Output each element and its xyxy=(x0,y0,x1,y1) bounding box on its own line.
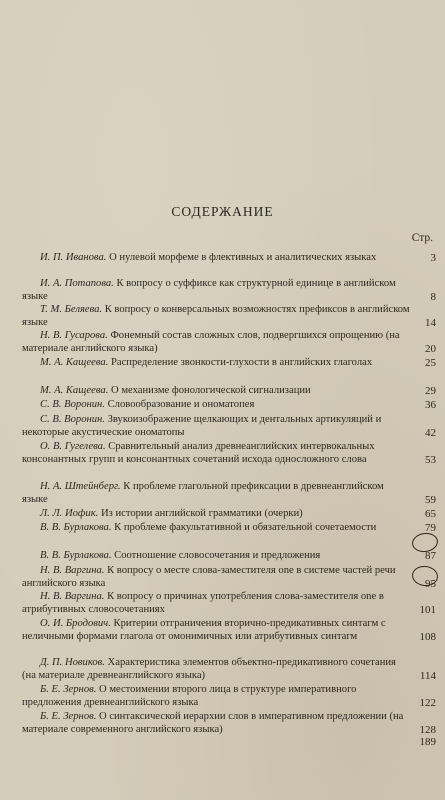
toc-author: Д. П. Новиков. xyxy=(40,657,105,668)
toc-author: О. В. Гугелева. xyxy=(40,441,106,452)
toc-author: Л. Л. Иофик. xyxy=(40,508,99,519)
toc-entry xyxy=(22,657,436,682)
toc-title: Соотношение словосочетания и предложения xyxy=(114,550,321,561)
page-title: СОДЕРЖАНИЕ xyxy=(171,204,274,219)
toc-author: Н. В. Варгина. xyxy=(40,565,105,576)
toc-page: 8 xyxy=(430,290,436,303)
toc-page: 79 xyxy=(425,522,436,534)
toc-title: К вопросу о причинах употребления слова-заместителя one в атрибутивных словосочетаниях xyxy=(22,591,384,615)
toc-title: Сравнительный анализ древнеанглийских интервокальных консонантных групп и консонантных сочетаний исхода односложного слова xyxy=(22,441,375,465)
toc-title: О синтаксической иерархии слов в императивном предложении (на материале современного английского языка) xyxy=(22,711,404,735)
toc-title: Фонемный состав сложных слов, подвергшихся опрощению (на материале английского языка) xyxy=(22,330,400,354)
toc-author: В. В. Бурлакова. xyxy=(40,550,112,561)
toc-page: 108 xyxy=(419,630,436,643)
toc-page: 59 xyxy=(425,493,436,506)
toc-entry xyxy=(22,252,436,265)
toc-entry xyxy=(22,304,436,329)
toc-entry xyxy=(22,399,436,412)
toc-author: Н. В. Варгина. xyxy=(40,591,105,602)
toc-title: Характеристика элементов объектно-предикативного сочетания (на материале древнеанглийского языка) xyxy=(22,657,396,681)
toc-page: 20 xyxy=(425,342,436,355)
toc-page: 101 xyxy=(419,603,436,616)
toc-author: О. И. Бродович. xyxy=(40,618,111,629)
toc-page: 122 xyxy=(419,696,436,709)
toc-page: 3 xyxy=(430,252,436,264)
toc-title: Звукоизображение щелкающих и дентальных артикуляций и некоторые акустические ономатопы xyxy=(22,414,382,438)
toc-title: К вопросу о конверсальных возможностях префиксов в английском языке xyxy=(22,304,410,328)
toc-author: С. В. Воронин. xyxy=(40,399,105,410)
toc-entry xyxy=(22,330,436,355)
toc-author: И. П. Иванова. xyxy=(40,252,107,263)
toc-page: 189 xyxy=(419,736,436,749)
toc-title: К вопросу о суффиксе как структурной единице в английском языке xyxy=(22,278,396,302)
toc-title: К проблеме факультативной и обязательной сочетаемости xyxy=(114,522,377,533)
toc-page: 42 xyxy=(425,426,436,439)
toc-page: 65 xyxy=(425,508,436,520)
toc-title: Словообразование и ономатопея xyxy=(107,399,255,410)
toc-entry xyxy=(22,441,436,466)
toc-entry xyxy=(22,508,436,521)
toc-page: 36 xyxy=(425,399,436,411)
toc-title: К вопросу о месте слова-заместителя one в системе частей речи английского языка xyxy=(22,565,396,589)
toc-entry xyxy=(22,591,436,616)
toc-entry xyxy=(22,565,436,590)
toc-author: Н. А. Штейнберг. xyxy=(40,481,121,492)
toc-entry xyxy=(22,618,436,643)
toc-author: М. А. Кащеева. xyxy=(40,385,109,396)
toc-title: О нулевой морфеме в флективных и аналитических языках xyxy=(109,252,377,263)
toc-author: Б. Е. Зернов. xyxy=(40,684,97,695)
toc-author: И. А. Потапова. xyxy=(40,278,114,289)
toc-entry xyxy=(22,711,436,736)
toc-author: С. В. Воронин. xyxy=(40,414,105,425)
toc-entry xyxy=(22,357,436,370)
toc-title: Из истории английской грамматики (очерки) xyxy=(100,508,303,519)
toc-page: 87 xyxy=(425,550,436,562)
toc-entry xyxy=(22,550,436,563)
toc-author: Н. В. Гусарова. xyxy=(40,330,108,341)
toc-title: О механизме фонологической сигнализации xyxy=(111,385,311,396)
toc-author: М. А. Кащеева. xyxy=(40,357,109,368)
toc-title: Распределение звонкости-глухости в английских глаголах xyxy=(111,357,373,368)
toc-author: В. В. Бурлакова. xyxy=(40,522,112,533)
toc-page: 25 xyxy=(425,357,436,369)
toc-page: 128 xyxy=(419,723,436,736)
toc-entry xyxy=(22,481,436,506)
toc-page: 53 xyxy=(425,453,436,466)
toc-entry xyxy=(22,385,436,398)
toc-author: Б. Е. Зернов. xyxy=(40,711,97,722)
page-column-label: Стр. xyxy=(411,232,433,244)
toc-title: К проблеме глагольной префиксации в древнеанглийском языке xyxy=(22,481,384,505)
toc-page: 95 xyxy=(425,577,436,590)
toc-author: Т. М. Беляева. xyxy=(40,304,103,315)
toc-entry xyxy=(22,522,436,535)
toc-entry xyxy=(22,278,436,303)
toc-entry xyxy=(22,684,436,709)
toc-entry xyxy=(22,414,436,439)
toc-page: 114 xyxy=(419,669,436,682)
toc-title: О местоимении второго лица в структуре императивного предложения древнеанглийского языка xyxy=(22,684,357,708)
toc-page: 14 xyxy=(425,316,436,329)
toc-page: 29 xyxy=(425,385,436,397)
toc-title: Критерии отграничения вторично-предикативных синтагм с неличными формами глагола от омонимичных или атрибутивных синтагм xyxy=(22,618,386,642)
